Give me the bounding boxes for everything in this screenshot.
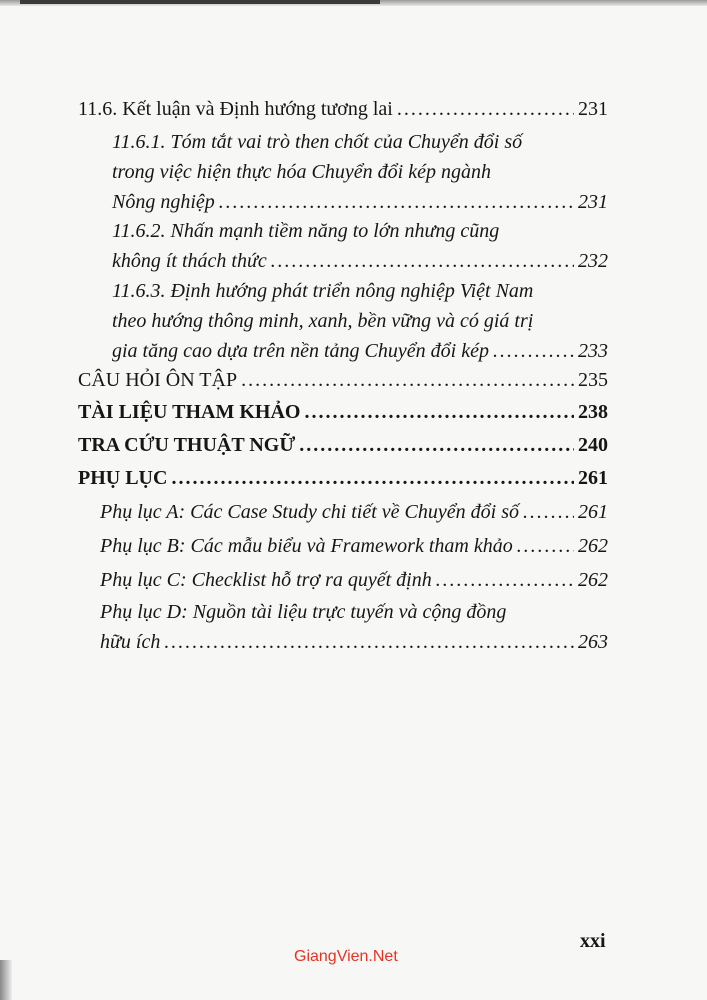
toc-entry-appendix-b[interactable] (100, 531, 608, 561)
toc-entry-11-6-3[interactable] (112, 276, 608, 366)
toc-page-number: 263 (578, 631, 608, 653)
toc-leader-dots (299, 430, 574, 460)
toc-entry-11-6-2[interactable] (112, 216, 608, 276)
toc-leader-dots (436, 565, 574, 595)
toc-page-number: 232 (578, 250, 608, 272)
toc-entry-title: Phụ lục C: Checklist hỗ trợ ra quyết định (100, 569, 432, 591)
toc-entry-last-line (78, 430, 608, 460)
toc-entry-last-line (112, 246, 608, 276)
toc-entry-references[interactable] (78, 397, 608, 427)
toc-entry-appendix[interactable] (78, 463, 608, 493)
toc-entry-appendix-a[interactable] (100, 497, 608, 527)
toc-entry-title-line: gia tăng cao dựa trên nền tảng Chuyển đổi kép (112, 340, 489, 362)
toc-page-number: 262 (578, 569, 608, 591)
toc-entry-last-line (78, 463, 608, 493)
toc-page-number: 233 (578, 340, 608, 362)
page-left-edge (0, 960, 12, 1000)
toc-entry-title-line: hữu ích (100, 631, 161, 653)
toc-entry-last-line (100, 497, 608, 527)
toc-entry-title: TÀI LIỆU THAM KHẢO (78, 401, 301, 423)
toc-entry-title: Phụ lục A: Các Case Study chi tiết về Chuyển đổi số (100, 501, 519, 523)
toc-entry-appendix-d[interactable] (100, 597, 608, 657)
toc-page-number: 231 (578, 98, 608, 120)
toc-page-number: 235 (578, 369, 608, 391)
toc-entry-title: PHỤ LỤC (78, 467, 168, 489)
toc-entry-title: CÂU HỎI ÔN TẬP (78, 369, 238, 391)
toc-entry-title-line: Nông nghiệp (112, 191, 215, 213)
toc-leader-dots (304, 397, 574, 427)
toc-leader-dots (523, 497, 574, 527)
page-number: xxi (580, 930, 606, 952)
toc-entry-last-line (78, 365, 608, 395)
toc-leader-dots (493, 336, 574, 366)
toc-leader-dots (397, 94, 574, 124)
watermark-text: GiangVien.Net (294, 948, 398, 965)
toc-entry-last-line (100, 627, 608, 657)
toc-leader-dots (271, 246, 574, 276)
toc-entry-title: TRA CỨU THUẬT NGỮ (78, 434, 296, 456)
toc-page-number: 261 (578, 501, 608, 523)
toc-page-number: 262 (578, 535, 608, 557)
toc-leader-dots (241, 365, 574, 395)
toc-entry-title-line: trong việc hiện thực hóa Chuyển đổi kép ngành (112, 161, 491, 183)
toc-leader-dots (517, 531, 574, 561)
toc-entry-title-line: 11.6.3. Định hướng phát triển nông nghiệp Việt Nam (112, 280, 534, 302)
toc-page-number: 261 (578, 467, 608, 489)
toc-entry-11-6-1[interactable] (112, 127, 608, 217)
toc-entry-title-line: không ít thách thức (112, 250, 267, 272)
toc-entry-last-line (112, 336, 608, 366)
toc-entry-last-line (112, 187, 608, 217)
toc-entry-title: Phụ lục B: Các mẫu biểu và Framework tham khảo (100, 535, 513, 557)
toc-entry-appendix-c[interactable] (100, 565, 608, 595)
toc-entry-last-line (78, 397, 608, 427)
toc-entry-last-line (100, 531, 608, 561)
toc-leader-dots (171, 463, 574, 493)
toc-entry-review-questions[interactable] (78, 365, 608, 395)
toc-leader-dots (164, 627, 574, 657)
toc-entry-11-6[interactable] (78, 94, 608, 124)
toc-entry-title-line: Phụ lục D: Nguồn tài liệu trực tuyến và cộng đồng (100, 601, 507, 623)
toc-entry-title-line: 11.6.1. Tóm tắt vai trò then chốt của Chuyển đổi số (112, 131, 523, 153)
toc-leader-dots (219, 187, 574, 217)
toc-entry-title: 11.6. Kết luận và Định hướng tương lai (78, 98, 393, 120)
toc-page-number: 240 (578, 434, 608, 456)
toc-page-number: 231 (578, 191, 608, 213)
toc-entry-last-line (78, 94, 608, 124)
toc-entry-title-line: theo hướng thông minh, xanh, bền vững và có giá trị (112, 310, 534, 332)
toc-page-number: 238 (578, 401, 608, 423)
toc-entry-last-line (100, 565, 608, 595)
toc-entry-glossary[interactable] (78, 430, 608, 460)
toc-entry-title-line: 11.6.2. Nhấn mạnh tiềm năng to lớn nhưng cũng (112, 220, 500, 242)
